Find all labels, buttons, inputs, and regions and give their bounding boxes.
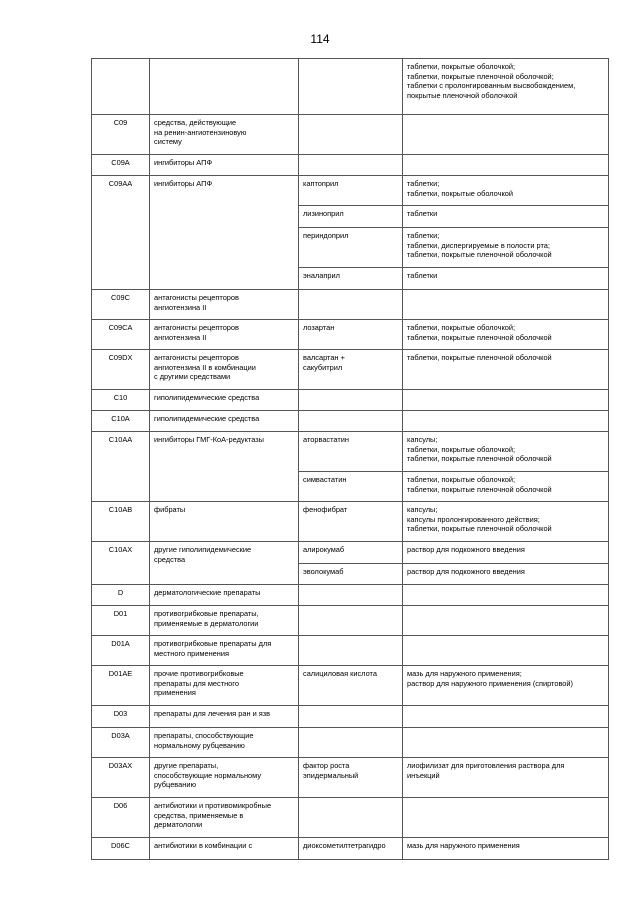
group-name-cell: препараты для лечения ран и язв (150, 706, 299, 728)
atc-code-cell: D01 (92, 606, 150, 636)
cell-line: капсулы; (407, 505, 438, 514)
dosage-form-cell (403, 390, 609, 411)
dosage-form-cell (403, 502, 609, 542)
cell-line: таблетки, покрытые пленочной оболочкой (407, 524, 552, 534)
group-name-cell (150, 758, 299, 798)
atc-code-cell: D03 (92, 706, 150, 728)
dosage-form-cell (403, 320, 609, 350)
dosage-form-cell: таблетки (403, 206, 609, 228)
cell-line: на ренин-ангиотензиновую (154, 127, 247, 137)
atc-code-cell: D01AE (92, 666, 150, 706)
table-row (92, 728, 609, 758)
cell-line: препараты, способствующие (154, 731, 254, 740)
cell-line: сакубитрил (303, 362, 343, 372)
dosage-form-cell (403, 432, 609, 472)
drug-name-cell: лозартан (299, 320, 403, 350)
group-name-cell (150, 636, 299, 666)
drug-name-cell (299, 728, 403, 758)
cell-line: местного применения (154, 648, 229, 658)
cell-line: противогрибковые препараты, (154, 609, 259, 618)
group-name-cell (150, 115, 299, 155)
table-row (92, 838, 609, 860)
table-row (92, 542, 609, 564)
group-name-cell: ингибиторы ГМГ-КоА-редуктазы (150, 432, 299, 502)
cell-line: таблетки, покрытые оболочкой; (407, 62, 516, 71)
cell-line: таблетки с пролонгированным высвобождением, (407, 81, 576, 91)
atc-code-cell: D01A (92, 636, 150, 666)
cell-line: таблетки, покрытые оболочкой; (407, 323, 516, 332)
dosage-form-cell (403, 606, 609, 636)
cell-line: препараты для местного (154, 678, 239, 688)
cell-line: рубцеванию (154, 780, 197, 790)
group-name-cell (150, 606, 299, 636)
cell-line: средства, действующие (154, 118, 237, 127)
drug-name-cell (299, 411, 403, 432)
cell-line: инъекций (407, 770, 440, 780)
cell-line: средства (154, 554, 186, 564)
table-body (92, 59, 609, 860)
atc-table (91, 58, 609, 860)
group-name-cell (150, 320, 299, 350)
cell-line: применения (154, 688, 196, 698)
cell-line: прочие противогрибковые (154, 669, 244, 678)
cell-line: применяемые в дерматологии (154, 618, 259, 628)
table-row (92, 176, 609, 206)
cell-line: таблетки, диспергируемые в полости рта; (407, 240, 550, 250)
table-row (92, 432, 609, 472)
dosage-form-cell (403, 758, 609, 798)
cell-line: с другими средствами (154, 372, 231, 382)
group-name-cell (150, 290, 299, 320)
cell-line: таблетки, покрытые пленочной оболочкой; (407, 71, 554, 81)
table-row (92, 502, 609, 542)
drug-name-cell: лизиноприл (299, 206, 403, 228)
dosage-form-cell (403, 472, 609, 502)
atc-code-cell: C09 (92, 115, 150, 155)
drug-name-cell: каптоприл (299, 176, 403, 206)
dosage-form-cell: таблетки (403, 268, 609, 290)
atc-code-cell: C10AB (92, 502, 150, 542)
table-row (92, 706, 609, 728)
dosage-form-cell (403, 666, 609, 706)
table-row (92, 115, 609, 155)
cell-line: ангиотензина II (154, 332, 207, 342)
table-row (92, 390, 609, 411)
drug-name-cell (299, 636, 403, 666)
table-row (92, 59, 609, 115)
drug-name-cell (299, 350, 403, 390)
group-name-cell (150, 728, 299, 758)
group-name-cell: фибраты (150, 502, 299, 542)
table-row (92, 350, 609, 390)
atc-code-cell: C09C (92, 290, 150, 320)
dosage-form-cell: мазь для наружного применения (403, 838, 609, 860)
cell-line: антагонисты рецепторов (154, 293, 239, 302)
table-row (92, 155, 609, 176)
atc-code-cell: C10AX (92, 542, 150, 585)
drug-name-cell: симвастатин (299, 472, 403, 502)
table-row (92, 636, 609, 666)
group-name-cell: гиполипидемические средства (150, 411, 299, 432)
dosage-form-cell (403, 176, 609, 206)
cell-line: таблетки, покрытые оболочкой (407, 188, 514, 198)
cell-line: другие гиполипидемические (154, 545, 252, 554)
dosage-form-cell (403, 228, 609, 268)
cell-line: капсулы; (407, 435, 438, 444)
drug-name-cell (299, 290, 403, 320)
atc-code-cell: C09CA (92, 320, 150, 350)
page-number: 114 (310, 32, 330, 46)
cell-line: покрытые пленочной оболочкой (407, 90, 518, 100)
drug-name-cell: аторвастатин (299, 432, 403, 472)
drug-name-cell: фенофибрат (299, 502, 403, 542)
cell-line: антибиотики и противомикробные (154, 801, 272, 810)
table-row (92, 320, 609, 350)
table-row (92, 798, 609, 838)
cell-line: способствующие нормальному (154, 770, 262, 780)
atc-code-cell: C09AA (92, 176, 150, 290)
group-name-cell (150, 666, 299, 706)
group-name-cell: дерматологические препараты (150, 585, 299, 606)
atc-code-cell: C09A (92, 155, 150, 176)
group-name-cell: гиполипидемические средства (150, 390, 299, 411)
dosage-form-cell (403, 636, 609, 666)
cell-line: антагонисты рецепторов (154, 353, 239, 362)
drug-name-cell (299, 585, 403, 606)
dosage-form-cell (403, 411, 609, 432)
group-name-cell (150, 350, 299, 390)
dosage-form-cell (403, 59, 609, 115)
cell-line: фактор роста (303, 761, 350, 770)
dosage-form-cell (403, 798, 609, 838)
atc-code-cell: C10 (92, 390, 150, 411)
cell-line: систему (154, 137, 182, 147)
atc-code-cell: D06C (92, 838, 150, 860)
group-name-cell (150, 59, 299, 115)
drug-name-cell (299, 706, 403, 728)
cell-line: таблетки; (407, 179, 440, 188)
group-name-cell (150, 798, 299, 838)
cell-line: средства, применяемые в (154, 810, 244, 820)
cell-line: противогрибковые препараты для (154, 639, 272, 648)
cell-line: валсартан + (303, 353, 345, 362)
cell-line: таблетки, покрытые пленочной оболочкой (407, 250, 552, 260)
drug-name-cell: диоксометилтетрагидро (299, 838, 403, 860)
dosage-form-cell (403, 706, 609, 728)
cell-line: капсулы пролонгированного действия; (407, 514, 540, 524)
cell-line: таблетки, покрытые оболочкой; (407, 475, 516, 484)
atc-code-cell: C10AA (92, 432, 150, 502)
drug-name-cell (299, 59, 403, 115)
atc-code-cell (92, 59, 150, 115)
atc-code-cell: D06 (92, 798, 150, 838)
atc-code-cell: D03A (92, 728, 150, 758)
dosage-form-cell (403, 585, 609, 606)
cell-line: таблетки, покрытые пленочной оболочкой (407, 484, 552, 494)
drug-name-cell (299, 798, 403, 838)
table-row (92, 666, 609, 706)
cell-line: таблетки, покрытые оболочкой; (407, 444, 516, 454)
cell-line: таблетки, покрытые пленочной оболочкой (407, 454, 552, 464)
dosage-form-cell (403, 290, 609, 320)
dosage-form-cell (403, 115, 609, 155)
atc-code-cell: D (92, 585, 150, 606)
cell-line: дерматологии (154, 820, 203, 830)
cell-line: раствор для наружного применения (спиртовой) (407, 678, 574, 688)
cell-line: эпидермальный (303, 770, 359, 780)
table-row (92, 585, 609, 606)
group-name-cell (150, 542, 299, 585)
drug-name-cell: эналаприл (299, 268, 403, 290)
cell-line: таблетки; (407, 231, 440, 240)
group-name-cell: ингибиторы АПФ (150, 176, 299, 290)
cell-line: ангиотензина II (154, 302, 207, 312)
dosage-form-cell: раствор для подкожного введения (403, 564, 609, 585)
cell-line: лиофилизат для приготовления раствора для (407, 761, 565, 770)
group-name-cell: ингибиторы АПФ (150, 155, 299, 176)
drug-name-cell (299, 155, 403, 176)
dosage-form-cell (403, 155, 609, 176)
cell-line: антагонисты рецепторов (154, 323, 239, 332)
dosage-form-cell (403, 728, 609, 758)
drug-name-cell: эволокумаб (299, 564, 403, 585)
cell-line: таблетки, покрытые пленочной оболочкой (407, 332, 552, 342)
cell-line: нормальному рубцеванию (154, 740, 245, 750)
atc-code-cell: C09DX (92, 350, 150, 390)
table-row (92, 606, 609, 636)
group-name-cell: антибиотики в комбинации с (150, 838, 299, 860)
cell-line: мазь для наружного применения; (407, 669, 522, 678)
atc-code-cell: C10A (92, 411, 150, 432)
cell-line: другие препараты, (154, 761, 219, 770)
cell-line: ангиотензина II в комбинации (154, 362, 256, 372)
drug-name-cell: салициловая кислота (299, 666, 403, 706)
drug-name-cell: алирокумаб (299, 542, 403, 564)
table-row (92, 411, 609, 432)
dosage-form-cell: раствор для подкожного введения (403, 542, 609, 564)
table-row (92, 290, 609, 320)
drug-name-cell: периндоприл (299, 228, 403, 268)
drug-name-cell (299, 115, 403, 155)
atc-code-cell: D03AX (92, 758, 150, 798)
drug-name-cell (299, 758, 403, 798)
drug-name-cell (299, 606, 403, 636)
table-row (92, 758, 609, 798)
dosage-form-cell: таблетки, покрытые пленочной оболочкой (403, 350, 609, 390)
drug-name-cell (299, 390, 403, 411)
